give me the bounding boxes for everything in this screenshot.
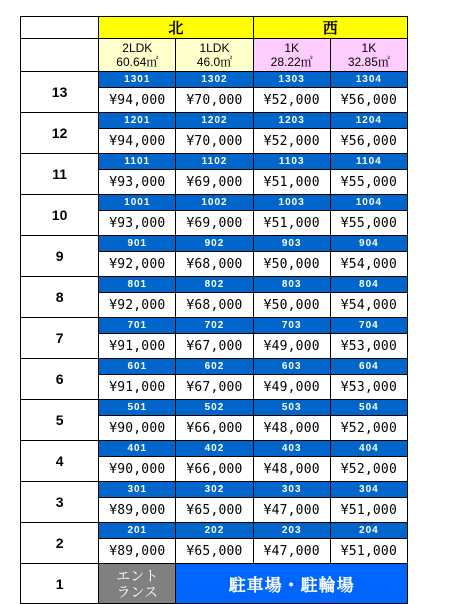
rent-value: ¥69,000 bbox=[176, 211, 253, 236]
floor-label: 10 bbox=[21, 195, 99, 236]
room-number: 601 bbox=[99, 359, 176, 375]
rent-value: ¥49,000 bbox=[253, 334, 330, 359]
room-number: 1302 bbox=[176, 72, 253, 88]
rent-value: ¥94,000 bbox=[99, 88, 176, 113]
entrance-label: エントランス bbox=[116, 567, 159, 600]
corner-cell bbox=[21, 17, 99, 39]
room-number: 1203 bbox=[253, 113, 330, 129]
unit-area: 28.22㎡ bbox=[270, 55, 313, 69]
wing-header-row bbox=[21, 17, 408, 39]
rent-value: ¥91,000 bbox=[99, 375, 176, 400]
room-number: 501 bbox=[99, 400, 176, 416]
room-number: 604 bbox=[330, 359, 407, 375]
room-number-row bbox=[21, 154, 408, 170]
room-number: 301 bbox=[99, 482, 176, 498]
rent-value: ¥51,000 bbox=[330, 498, 407, 523]
rent-value: ¥67,000 bbox=[176, 334, 253, 359]
rent-value: ¥93,000 bbox=[99, 211, 176, 236]
room-number-row bbox=[21, 113, 408, 129]
rent-value: ¥69,000 bbox=[176, 170, 253, 195]
wing-north-header: 北 bbox=[99, 17, 253, 39]
rent-value: ¥50,000 bbox=[253, 293, 330, 318]
unit-type-header bbox=[176, 39, 253, 72]
room-number: 1202 bbox=[176, 113, 253, 129]
unit-type-row bbox=[21, 39, 408, 72]
room-number: 1304 bbox=[330, 72, 407, 88]
rent-value: ¥51,000 bbox=[253, 170, 330, 195]
wing-west-header: 西 bbox=[253, 17, 407, 39]
rent-value: ¥52,000 bbox=[330, 457, 407, 482]
room-number: 304 bbox=[330, 482, 407, 498]
floor-label: 2 bbox=[21, 523, 99, 564]
room-number: 1204 bbox=[330, 113, 407, 129]
room-number: 201 bbox=[99, 523, 176, 539]
room-number: 503 bbox=[253, 400, 330, 416]
rent-value: ¥70,000 bbox=[176, 129, 253, 154]
room-number: 202 bbox=[176, 523, 253, 539]
room-number: 403 bbox=[253, 441, 330, 457]
room-number: 801 bbox=[99, 277, 176, 293]
room-number: 901 bbox=[99, 236, 176, 252]
room-number-row bbox=[21, 400, 408, 416]
room-number: 904 bbox=[330, 236, 407, 252]
room-number: 204 bbox=[330, 523, 407, 539]
room-number: 603 bbox=[253, 359, 330, 375]
unit-type-header bbox=[330, 39, 407, 72]
room-number: 802 bbox=[176, 277, 253, 293]
rent-value: ¥90,000 bbox=[99, 457, 176, 482]
rent-value: ¥48,000 bbox=[253, 416, 330, 441]
room-number: 602 bbox=[176, 359, 253, 375]
rent-value: ¥65,000 bbox=[176, 539, 253, 564]
rent-value: ¥53,000 bbox=[330, 334, 407, 359]
room-number: 1101 bbox=[99, 154, 176, 170]
room-number-row bbox=[21, 236, 408, 252]
floor-label: 6 bbox=[21, 359, 99, 400]
rent-value: ¥56,000 bbox=[330, 88, 407, 113]
unit-type-header bbox=[99, 39, 176, 72]
floor-label: 1 bbox=[21, 564, 99, 604]
parking-cell: 駐車場・駐輪場 bbox=[176, 564, 408, 604]
rent-value: ¥90,000 bbox=[99, 416, 176, 441]
rent-value: ¥48,000 bbox=[253, 457, 330, 482]
room-number: 1301 bbox=[99, 72, 176, 88]
rent-table bbox=[20, 16, 408, 604]
entrance-cell bbox=[99, 564, 176, 604]
floor-label: 9 bbox=[21, 236, 99, 277]
room-number-row bbox=[21, 359, 408, 375]
rent-value: ¥51,000 bbox=[330, 539, 407, 564]
room-number: 903 bbox=[253, 236, 330, 252]
room-number-row bbox=[21, 523, 408, 539]
room-number-row bbox=[21, 441, 408, 457]
room-number: 1003 bbox=[253, 195, 330, 211]
room-number-row bbox=[21, 195, 408, 211]
rent-value: ¥70,000 bbox=[176, 88, 253, 113]
room-number: 203 bbox=[253, 523, 330, 539]
room-number: 502 bbox=[176, 400, 253, 416]
rent-value: ¥50,000 bbox=[253, 252, 330, 277]
room-number: 404 bbox=[330, 441, 407, 457]
room-number: 804 bbox=[330, 277, 407, 293]
room-number-row bbox=[21, 318, 408, 334]
unit-area: 46.0㎡ bbox=[196, 55, 233, 69]
corner-cell-2 bbox=[21, 39, 99, 72]
floor-label: 12 bbox=[21, 113, 99, 154]
room-number: 701 bbox=[99, 318, 176, 334]
ground-floor-row bbox=[21, 564, 408, 604]
unit-type-header bbox=[253, 39, 330, 72]
floor-label: 4 bbox=[21, 441, 99, 482]
unit-layout: 1LDK bbox=[199, 41, 230, 55]
rent-value: ¥55,000 bbox=[330, 170, 407, 195]
rent-value: ¥68,000 bbox=[176, 252, 253, 277]
rent-value: ¥66,000 bbox=[176, 457, 253, 482]
floor-label: 7 bbox=[21, 318, 99, 359]
rent-value: ¥91,000 bbox=[99, 334, 176, 359]
rent-value: ¥51,000 bbox=[253, 211, 330, 236]
rent-value: ¥94,000 bbox=[99, 129, 176, 154]
unit-area: 32.85㎡ bbox=[347, 55, 390, 69]
room-number: 1002 bbox=[176, 195, 253, 211]
room-number: 704 bbox=[330, 318, 407, 334]
floor-label: 3 bbox=[21, 482, 99, 523]
rent-value: ¥52,000 bbox=[253, 88, 330, 113]
room-number-row bbox=[21, 72, 408, 88]
rent-value: ¥56,000 bbox=[330, 129, 407, 154]
rent-value: ¥93,000 bbox=[99, 170, 176, 195]
room-number: 803 bbox=[253, 277, 330, 293]
rent-value: ¥68,000 bbox=[176, 293, 253, 318]
room-number: 1201 bbox=[99, 113, 176, 129]
room-number: 1103 bbox=[253, 154, 330, 170]
room-number: 902 bbox=[176, 236, 253, 252]
rent-value: ¥53,000 bbox=[330, 375, 407, 400]
floor-label: 11 bbox=[21, 154, 99, 195]
rent-value: ¥66,000 bbox=[176, 416, 253, 441]
rent-value: ¥65,000 bbox=[176, 498, 253, 523]
rent-value: ¥54,000 bbox=[330, 252, 407, 277]
room-number: 1001 bbox=[99, 195, 176, 211]
floor-label: 5 bbox=[21, 400, 99, 441]
unit-area: 60.64㎡ bbox=[116, 55, 159, 69]
rent-value: ¥89,000 bbox=[99, 498, 176, 523]
rent-value: ¥92,000 bbox=[99, 293, 176, 318]
unit-layout: 1K bbox=[284, 41, 300, 55]
room-number: 1102 bbox=[176, 154, 253, 170]
rent-value: ¥47,000 bbox=[253, 539, 330, 564]
rent-value: ¥92,000 bbox=[99, 252, 176, 277]
room-number: 303 bbox=[253, 482, 330, 498]
floor-label: 8 bbox=[21, 277, 99, 318]
rent-value: ¥89,000 bbox=[99, 539, 176, 564]
rent-value: ¥49,000 bbox=[253, 375, 330, 400]
room-number-row bbox=[21, 277, 408, 293]
floor-label: 13 bbox=[21, 72, 99, 113]
room-number: 1104 bbox=[330, 154, 407, 170]
unit-layout: 2LDK bbox=[122, 41, 153, 55]
rent-value: ¥54,000 bbox=[330, 293, 407, 318]
unit-layout: 1K bbox=[361, 41, 377, 55]
room-number: 1004 bbox=[330, 195, 407, 211]
rent-value: ¥67,000 bbox=[176, 375, 253, 400]
room-number: 703 bbox=[253, 318, 330, 334]
rent-value: ¥52,000 bbox=[253, 129, 330, 154]
rent-value: ¥47,000 bbox=[253, 498, 330, 523]
room-number: 302 bbox=[176, 482, 253, 498]
room-number: 401 bbox=[99, 441, 176, 457]
room-number: 504 bbox=[330, 400, 407, 416]
rent-value: ¥55,000 bbox=[330, 211, 407, 236]
rent-value: ¥52,000 bbox=[330, 416, 407, 441]
room-number-row bbox=[21, 482, 408, 498]
room-number: 702 bbox=[176, 318, 253, 334]
room-number: 1303 bbox=[253, 72, 330, 88]
room-number: 402 bbox=[176, 441, 253, 457]
